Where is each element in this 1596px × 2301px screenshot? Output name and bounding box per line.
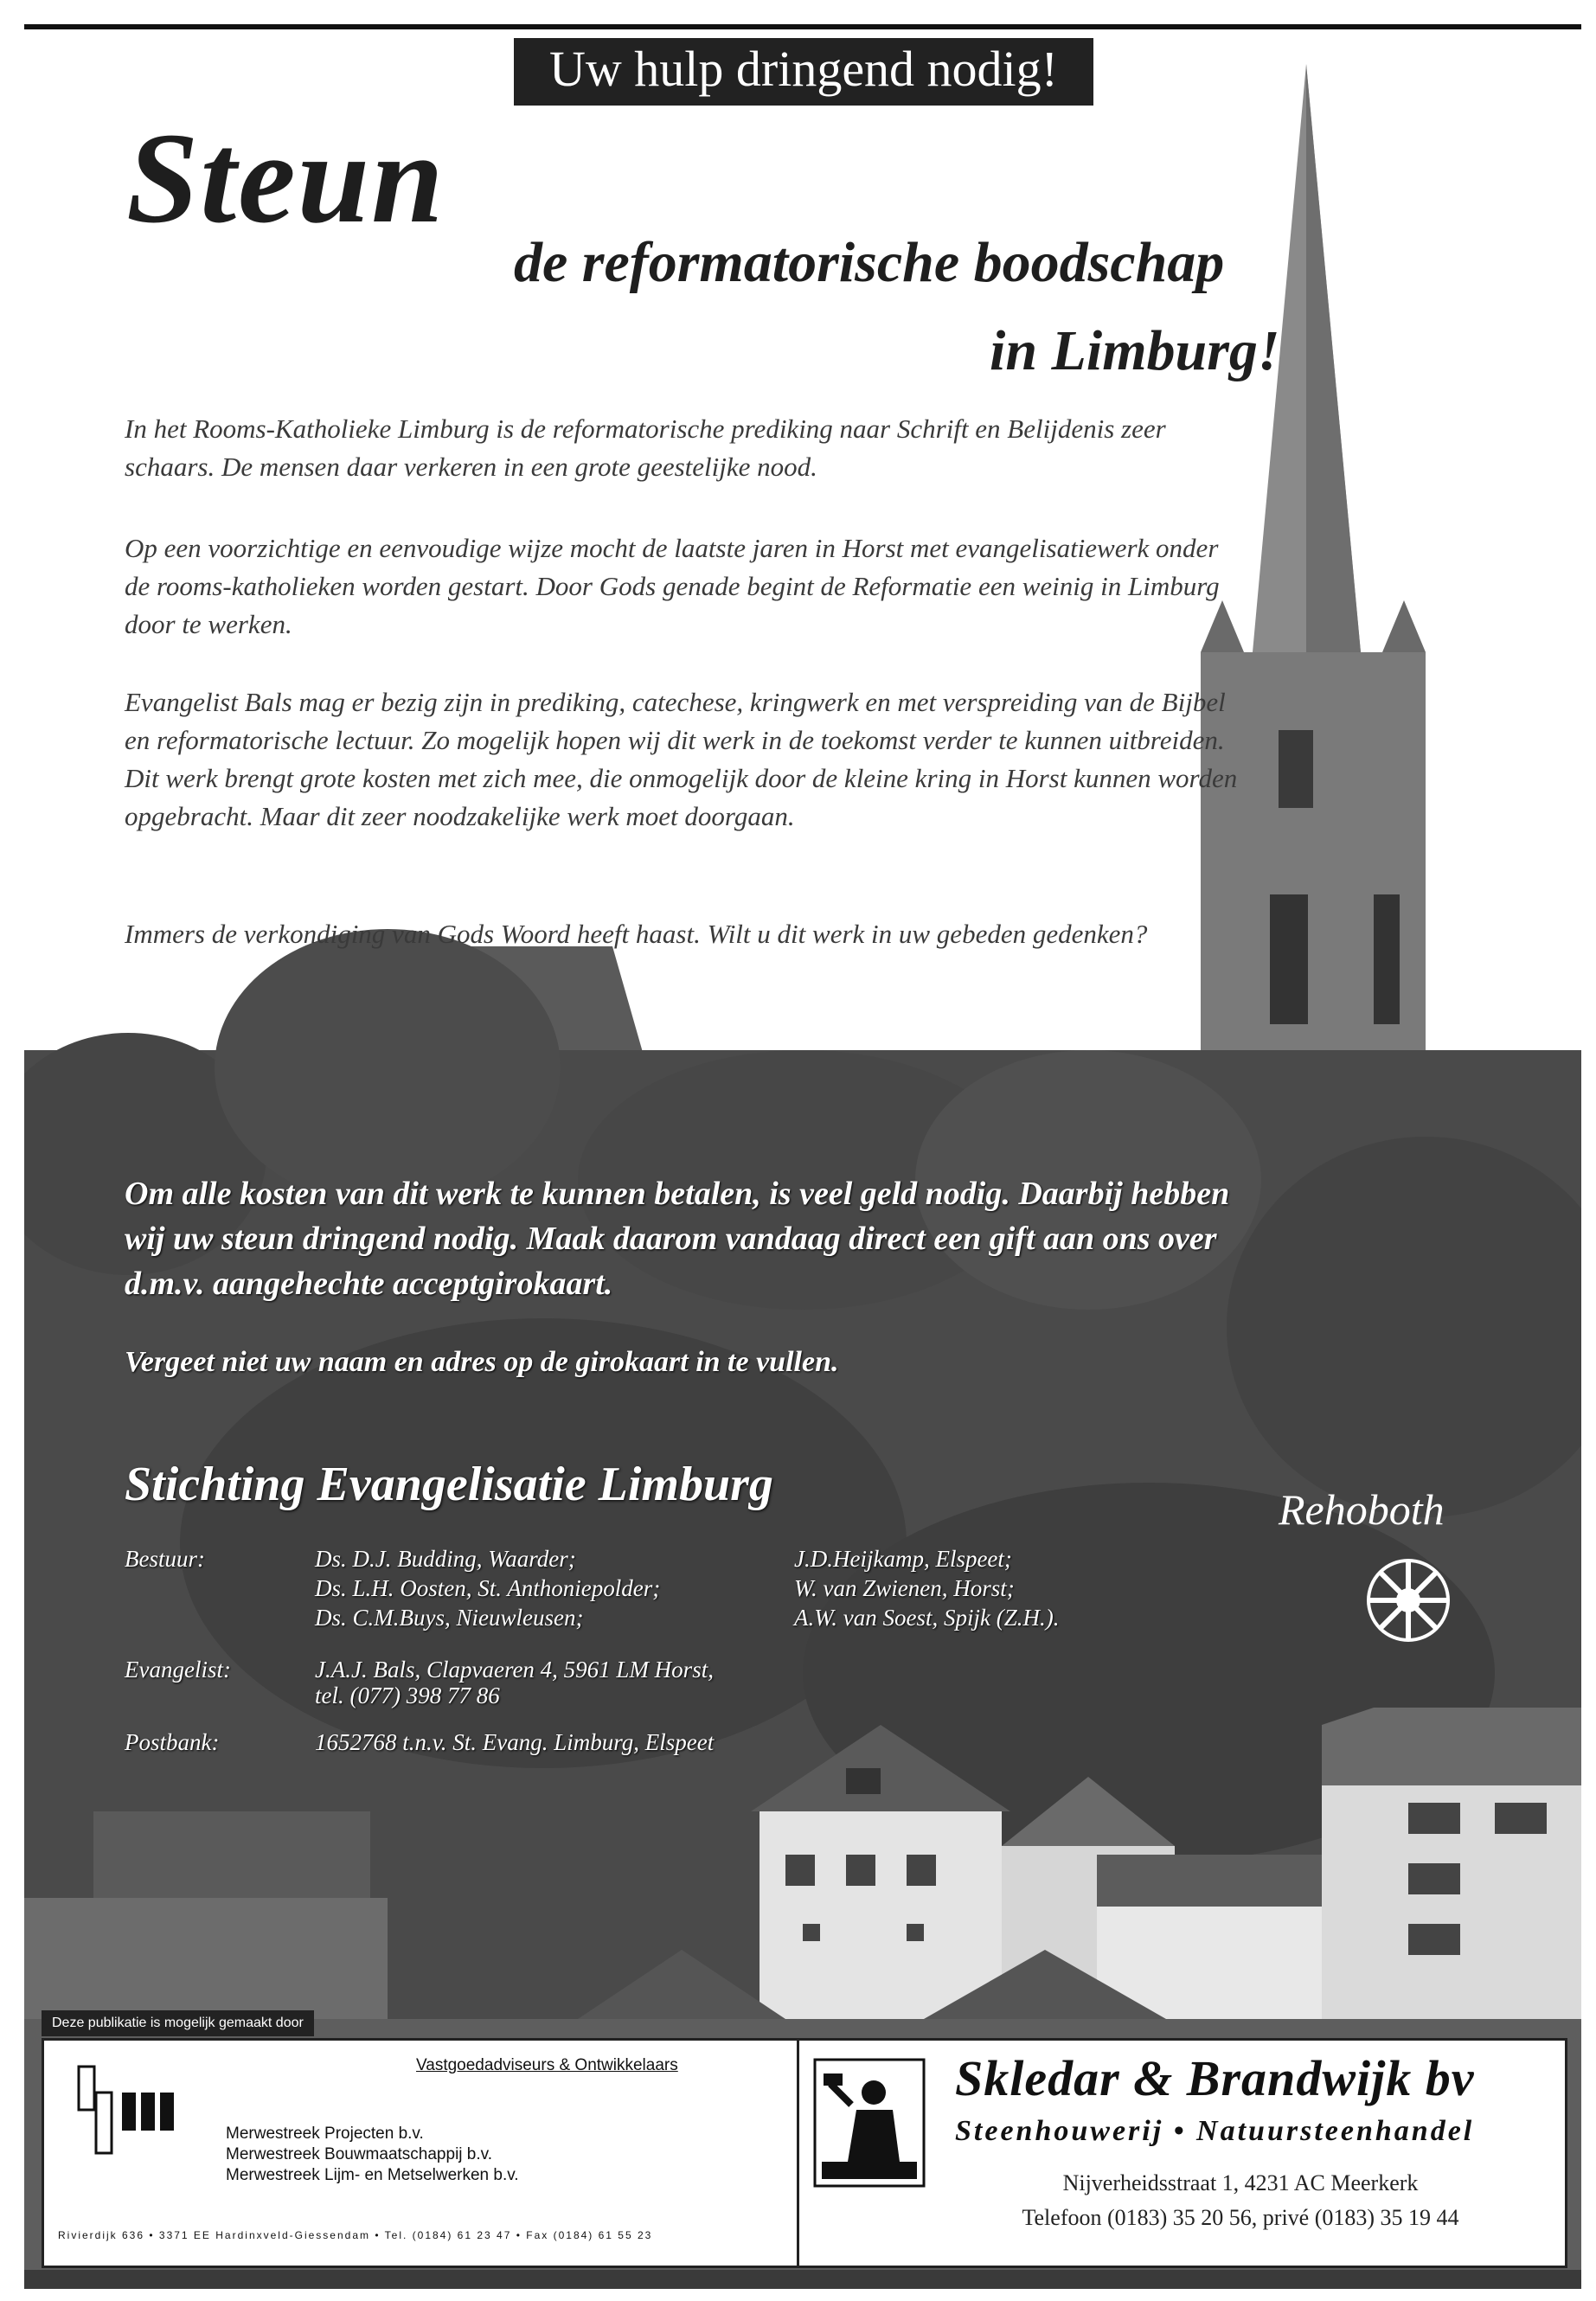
evangelist-phone: tel. (077) 398 77 86 [315, 1682, 500, 1708]
headline-steun: Steun [126, 106, 445, 250]
tagline-banner: Uw hulp dringend nodig! [514, 38, 1093, 106]
merwestreek-companies [226, 2124, 519, 2186]
skledar-title: Skledar & Brandwijk bv [955, 2050, 1475, 2106]
publication-label: Deze publikatie is mogelijk gemaakt door [42, 2010, 314, 2036]
subtitle-line-1: de reformatorische boodschap [514, 231, 1225, 294]
company-name: Merwestreek Lijm- en Metselwerken b.v. [226, 2166, 519, 2184]
merwestreek-logo-icon [70, 2058, 200, 2162]
house [760, 1811, 1002, 2028]
merwestreek-ad [44, 2041, 799, 2266]
giro-reminder: Vergeet niet uw naam en adres op de girokaart in te vullen. [125, 1346, 839, 1378]
bestuur-member: W. van Zwienen, Horst; [794, 1575, 1015, 1601]
foundation-name: Stichting Evangelisatie Limburg [125, 1458, 773, 1511]
subtitle-line-2: in Limburg! [990, 319, 1280, 382]
skledar-phone: Telefoon (0183) 35 20 56, privé (0183) 35 19 44 [1022, 2205, 1459, 2230]
skledar-subtitle: Steenhouwerij • Natuursteenhandel [955, 2115, 1475, 2147]
company-name: Merwestreek Bouwmaatschappij b.v. [226, 2145, 492, 2163]
church-photo [24, 29, 1581, 2289]
rehoboth-logo-text: Rehoboth [1279, 1485, 1445, 1534]
merwestreek-heading: Vastgoedadviseurs & Ontwikkelaars [416, 2056, 678, 2074]
sponsor-ads [42, 2038, 1567, 2268]
merwestreek-address: Rivierdijk 636 • 3371 EE Hardinxveld-Giessendam • Tel. (0184) 61 23 47 • Fax (0184) 61 55 23 [58, 2229, 653, 2241]
company-name: Merwestreek Projecten b.v. [226, 2125, 424, 2143]
postbank-label: Postbank: [125, 1729, 220, 1755]
bestuur-member: Ds. L.H. Oosten, St. Anthoniepolder; [315, 1575, 661, 1601]
postbank-account: 1652768 t.n.v. St. Evang. Limburg, Elspeet [315, 1729, 715, 1755]
bestuur-member: Ds. D.J. Budding, Waarder; [315, 1546, 576, 1572]
evangelist-address: J.A.J. Bals, Clapvaeren 4, 5961 LM Horst, [315, 1657, 714, 1682]
paragraph-horst: Op een voorzichtige en eenvoudige wijze mocht de laatste jaren in Horst met evangelisatiewerk onder de rooms-katholieken worden gestart. Door Gods genade begint de Reformatie een weinig in Limburg door te werken. [125, 533, 1220, 639]
paragraph-evangelist: Evangelist Bals mag er bezig zijn in prediking, catechese, kringwerk en met verspreiding van de Bijbel en reformatorische lectuur. Zo mogelijk hopen wij dit werk in de toekomst verder te kunnen uitbreiden. Dit werk brengt grote kosten met zich mee, die onmogelijk door de kleine kring in Horst kunnen worden opgebracht. Maar dit zeer noodzakelijke werk moet doorgaan. [125, 687, 1238, 831]
stonemason-icon [813, 2058, 926, 2188]
bestuur-member: A.W. van Soest, Spijk (Z.H.). [794, 1605, 1060, 1631]
paragraph-prayer: Immers de verkondiging van Gods Woord heeft haast. Wilt u dit werk in uw gebeden gedenken? [125, 919, 1148, 949]
bestuur-label: Bestuur: [125, 1546, 205, 1572]
skledar-ad [799, 2041, 1565, 2266]
bestuur-member: Ds. C.M.Buys, Nieuwleusen; [315, 1605, 584, 1631]
skledar-address: Nijverheidsstraat 1, 4231 AC Meerkerk [1062, 2170, 1419, 2195]
page-frame [24, 24, 1581, 2289]
bestuur-member: J.D.Heijkamp, Elspeet; [794, 1546, 1012, 1572]
paragraph-intro: In het Rooms-Katholieke Limburg is de reformatorische prediking naar Schrift en Belijdenis zeer schaars. De mensen daar verkeren in een grote geestelijke nood. [125, 413, 1166, 482]
evangelist-label: Evangelist: [125, 1657, 231, 1682]
donation-appeal: Om alle kosten van dit werk te kunnen betalen, is veel geld nodig. Daarbij hebben wij uw steun dringend nodig. Maak daarom vandaag direct een gift aan ons over d.m.v. aangehechte acceptgirokaart. [125, 1176, 1230, 1302]
rehoboth-emblem-icon [1356, 1548, 1460, 1652]
